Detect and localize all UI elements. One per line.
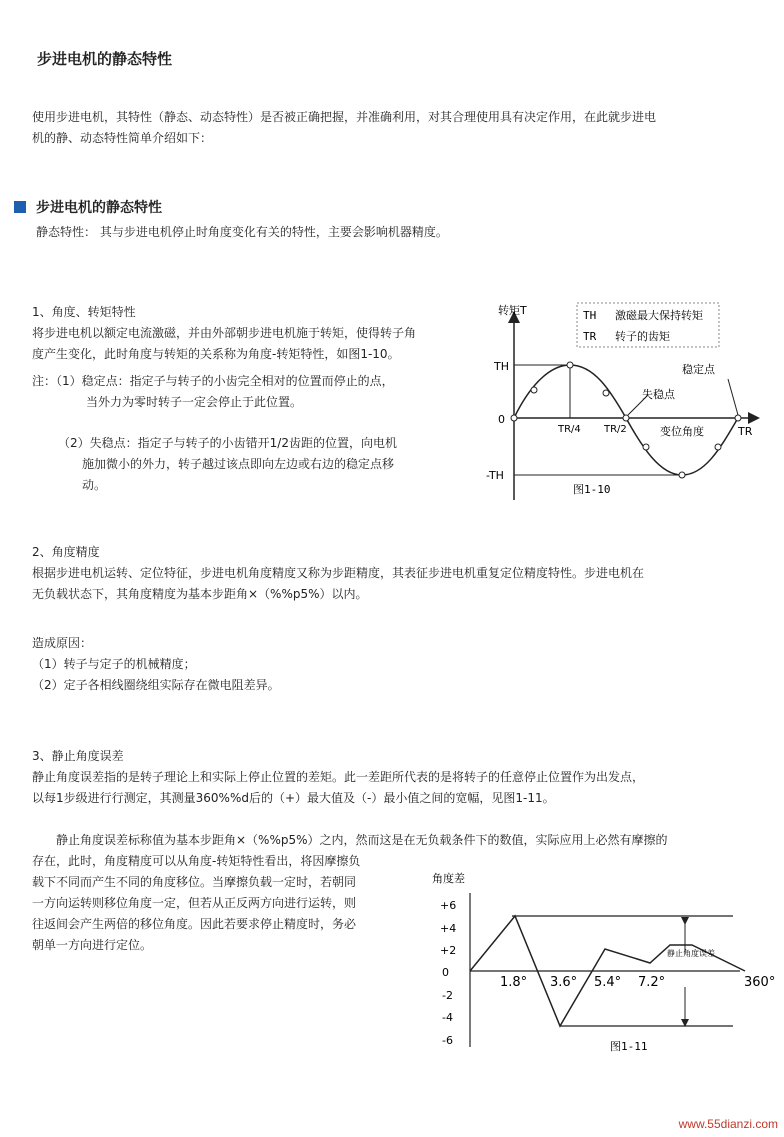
item3-para-line: 往返间会产生两倍的移位角度。因此若要求停止精度时，务必	[32, 917, 357, 931]
curve-point	[715, 444, 721, 450]
note1-line: 当外力为零时转子一定会停止于此位置。	[86, 395, 303, 409]
item3-para-line: 存在，此时，角度精度可以从角度-转矩特性看出，将因摩擦负	[32, 854, 361, 868]
curve-point	[679, 472, 685, 478]
curve-point	[643, 444, 649, 450]
note1-line: 注：（1）稳定点：指定子与转子的小齿完全相对的位置而停止的点，	[32, 374, 394, 388]
note2	[58, 433, 448, 496]
item3-para-line: 一方向运转则移位角度一定，但若从正反两方向进行运转，则	[32, 896, 357, 910]
y-tick: +6	[440, 899, 457, 912]
tr-label: TR	[738, 425, 753, 438]
item2-heading: 2、角度精度	[32, 545, 100, 559]
legend-key: TH	[583, 309, 597, 322]
item3-heading: 3、静止角度误差	[32, 749, 124, 763]
figure-1-11	[420, 865, 780, 1060]
intro-paragraph	[32, 107, 672, 149]
y-tick: +4	[440, 922, 457, 935]
item1-block	[32, 302, 452, 365]
item1-heading: 1、角度、转矩特性	[32, 305, 136, 319]
item3-para-line: 载下不同而产生不同的角度移位。当摩擦负载一定时，若朝同	[32, 875, 357, 889]
displacement-label: 变位角度	[660, 425, 704, 438]
x-tick: 360°	[744, 975, 776, 990]
legend-desc: 激磁最大保持转矩	[615, 309, 703, 322]
note1	[32, 371, 452, 413]
tr4-label: TR/4	[558, 424, 581, 435]
error-annotation: 静止角度误差	[667, 949, 715, 958]
watermark: www.55dianzi.com	[678, 1117, 778, 1131]
section-title: 步进电机的静态特性	[36, 200, 162, 216]
y-tick: -6	[442, 1034, 453, 1047]
y-tick: -2	[442, 989, 453, 1002]
stable-leader	[728, 379, 738, 415]
note2-line: 动。	[82, 478, 107, 492]
intro-line: 使用步进电机，其特性（静态、动态特性）是否被正确把握，并准确利用，对其合理使用具有决定作用，在此就步进电	[32, 110, 657, 124]
y-axis-label: 转矩T	[498, 304, 527, 317]
item1-line: 将步进电机以额定电流激磁，并由外部朝步进电机施于转矩，使得转子角	[32, 326, 417, 340]
item3-paragraph-first: 静止角度误差标称值为基本步距角×（%%p5%）之内，然而这是在无负载条件下的数值，实际应用上必然有摩擦的	[56, 833, 668, 847]
figure-caption: 图1-11	[610, 1040, 648, 1053]
item3-line: 以每1步级进行行测定，其测量360%%d后的（+）最大值及（-）最小值之间的宽幅，见图1-11。	[32, 791, 555, 805]
figure-caption: 图1-10	[573, 483, 611, 496]
item1-line: 度产生变化，此时角度与转矩的关系称为角度-转矩特性，如图1-10。	[32, 347, 400, 361]
curve-point	[567, 362, 573, 368]
note2-line: 施加微小的外力，转子越过该点即向左边或右边的稳定点移	[82, 457, 395, 471]
x-tick: 7.2°	[638, 975, 666, 990]
y-tick: 0	[442, 966, 449, 979]
y-axis-label: 角度差	[432, 872, 465, 885]
stable-point-label: 稳定点	[682, 363, 715, 376]
tr2-label: TR/2	[604, 424, 627, 435]
figure-1-10	[470, 295, 770, 515]
legend-key: TR	[583, 330, 597, 343]
causes-heading: 造成原因：	[32, 636, 93, 650]
item3-line: 静止角度误差指的是转子理论上和实际上停止位置的差矩。此一差距所代表的是将转子的任意停止位置作为出发点，	[32, 770, 645, 784]
section-description: 静态特性： 其与步进电机停止时角度变化有关的特性，主要会影响机器精度。	[36, 225, 448, 239]
y-tick: +2	[440, 944, 457, 957]
causes-line: （1）转子与定子的机械精度；	[32, 657, 196, 671]
item2-line: 无负载状态下，其角度精度为基本步距角×（%%p5%）以内。	[32, 587, 368, 601]
section-marker	[14, 201, 26, 213]
zero-label: 0	[498, 413, 505, 426]
causes-line: （2）定子各相线圈绕组实际存在微电阻差异。	[32, 678, 280, 692]
x-tick: 1.8°	[500, 975, 528, 990]
intro-line: 机的静、动态特性简单介绍如下：	[32, 131, 213, 145]
curve-point	[623, 415, 629, 421]
neg-th-label: -TH	[486, 469, 504, 482]
legend-desc: 转子的齿矩	[615, 330, 670, 343]
item2-line: 根据步进电机运转、定位特征，步进电机角度精度又称为步距精度，其表征步进电机重复定位精度特性。步进电机在	[32, 566, 645, 580]
item3-block	[32, 746, 712, 809]
item2-block	[32, 542, 692, 605]
note2-line: （2）失稳点：指定子与转子的小齿错开1/2齿距的位置，向电机	[58, 436, 397, 450]
item3-para-line: 朝单一方向进行定位。	[32, 938, 153, 952]
causes-block	[32, 633, 532, 696]
x-tick: 5.4°	[594, 975, 622, 990]
th-label: TH	[494, 360, 509, 373]
curve-point	[735, 415, 741, 421]
unstable-point-label: 失稳点	[642, 388, 675, 401]
y-tick: -4	[442, 1011, 453, 1024]
item3-paragraph	[32, 851, 392, 956]
curve-point	[531, 387, 537, 393]
curve-point	[603, 390, 609, 396]
x-tick: 3.6°	[550, 975, 578, 990]
curve-point	[511, 415, 517, 421]
page-title: 步进电机的静态特性	[37, 50, 173, 68]
